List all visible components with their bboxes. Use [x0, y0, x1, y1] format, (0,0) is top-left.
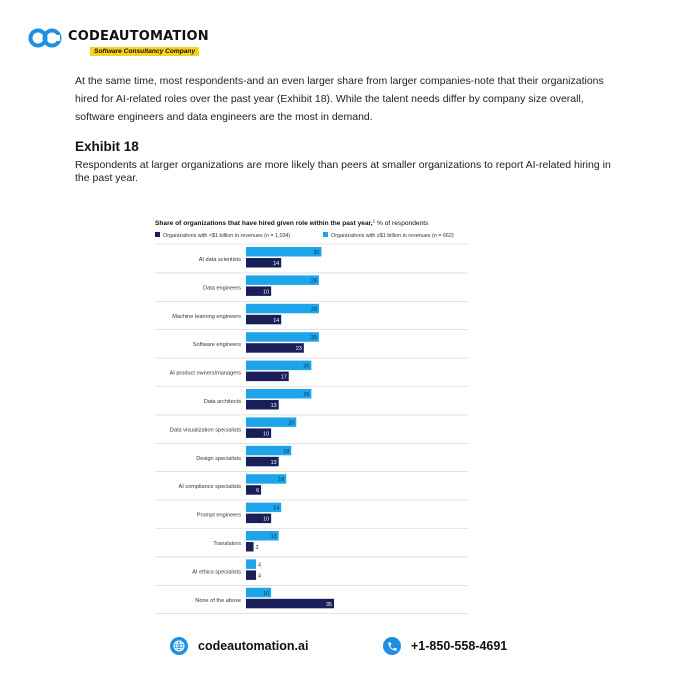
- footer-website: codeautomation.ai: [198, 639, 309, 653]
- category-label: Data architects: [203, 399, 241, 405]
- bar-value-label: 14: [273, 317, 280, 324]
- bar-value-label: 13: [270, 403, 277, 409]
- bar-value-label: 14: [273, 261, 280, 267]
- brand-tagline: Software Consultancy Company: [90, 47, 199, 56]
- bar-value-label: 29: [310, 335, 317, 342]
- category-label: AI compliance specialists: [178, 484, 241, 491]
- chart-title: [155, 219, 429, 228]
- exhibit-subtitle: Respondents at larger organizations are more likely than peers at smaller organizations to report AI-related hiring in the past year.: [75, 159, 611, 184]
- bar-value-label: 26: [303, 392, 310, 398]
- bar: [246, 570, 256, 580]
- bar-value-label: 26: [303, 363, 310, 370]
- bar-value-label: 14: [273, 505, 280, 512]
- exhibit-title: Exhibit 18: [75, 139, 139, 154]
- category-label: AI data scientists: [198, 257, 241, 263]
- bar-value-label: 10: [263, 590, 270, 597]
- bar-value-label: 6: [256, 488, 260, 495]
- bar: [246, 559, 256, 569]
- bar-value-label: 17: [280, 374, 287, 381]
- bar: [246, 599, 334, 609]
- bar: [246, 542, 254, 552]
- bar: [246, 304, 319, 314]
- chart-bars: [155, 244, 468, 614]
- phone-icon: [383, 637, 401, 655]
- bar-value-label: 4: [258, 573, 262, 580]
- category-label: Translators: [213, 541, 241, 547]
- category-label: AI ethics specialists: [192, 569, 241, 576]
- legend-label: Organizations with <$1 billion in revenues (n = 1,034): [163, 233, 291, 239]
- category-label: Prompt engineers: [196, 512, 241, 519]
- category-label: Machine learning engineers: [172, 313, 241, 320]
- chart-title-unit: % of respondents: [375, 220, 429, 227]
- bar-value-label: 10: [263, 516, 270, 523]
- bar: [246, 247, 321, 257]
- legend-swatch: [323, 232, 328, 237]
- bar: [246, 275, 319, 285]
- bar-value-label: 30: [313, 250, 320, 256]
- bar-value-label: 10: [263, 431, 270, 438]
- chart-legend: [155, 232, 454, 239]
- bar-value-label: 4: [258, 562, 262, 569]
- category-label: Data engineers: [203, 285, 241, 292]
- category-label: None of the above: [195, 597, 241, 604]
- bar-value-label: 29: [310, 306, 317, 313]
- bar-value-label: 18: [283, 448, 290, 455]
- legend-label: Organizations with ≥$1 billion in revenues (n = 662): [331, 233, 454, 239]
- legend-swatch: [155, 232, 160, 237]
- bar-value-label: 16: [278, 477, 285, 484]
- category-label: Software engineers: [192, 342, 241, 349]
- bar-value-label: 13: [270, 459, 277, 466]
- category-label: Data visualization specialists: [169, 427, 241, 434]
- chart-title-text: Share of organizations that have hired given role within the past year,: [155, 220, 373, 227]
- intro-paragraph: At the same time, most respondents-and an even larger share from larger companies-note that their organizations hired for AI-related roles over the past year (Exhibit 18). While the talent needs differ by company size overall, software engineers and data engineers are the most in demand.: [75, 75, 604, 123]
- footer-website-link[interactable]: [170, 636, 308, 656]
- category-label: Design specialists: [196, 455, 241, 462]
- bar-value-label: 13: [270, 534, 277, 540]
- bar-value-label: 20: [288, 420, 295, 427]
- bar: [246, 332, 319, 342]
- bar: [246, 389, 311, 399]
- category-label: AI product owners/managers: [169, 370, 241, 377]
- bar-value-label: 35: [326, 601, 332, 608]
- footer-phone: +1-850-558-4691: [411, 639, 508, 653]
- brand-name: CODEAUTOMATION: [68, 29, 209, 44]
- globe-icon: [170, 637, 188, 655]
- chart-title-footnote: 1: [372, 218, 376, 224]
- bar-value-label: 10: [263, 289, 270, 296]
- bar-value-label: 29: [310, 278, 317, 285]
- bar-value-label: 3: [255, 545, 259, 551]
- bar: [246, 361, 311, 371]
- bar-value-label: 23: [295, 346, 302, 353]
- footer-phone-link[interactable]: [383, 636, 507, 656]
